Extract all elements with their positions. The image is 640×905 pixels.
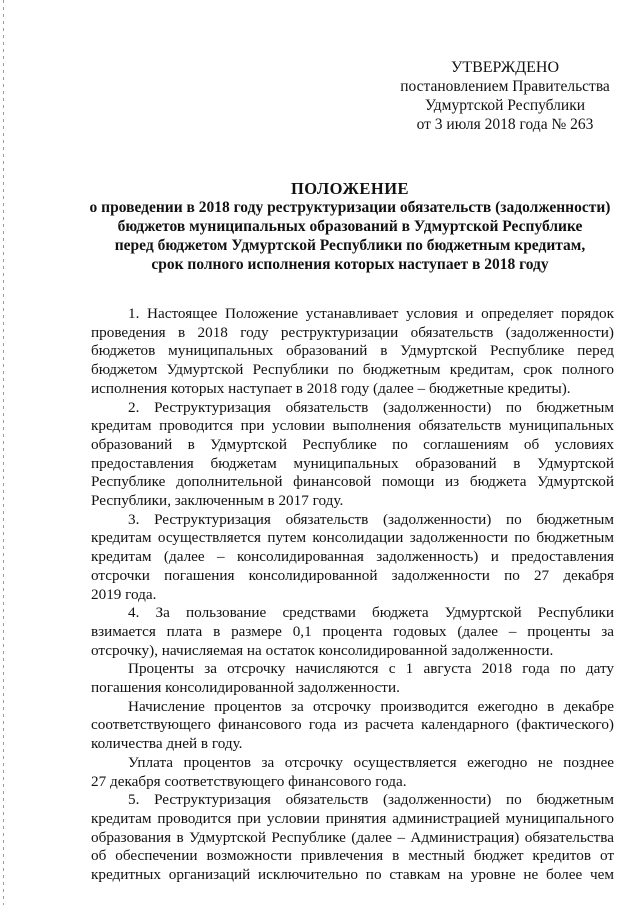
text-line: Проценты за отсрочку начисляются с 1 августа 2018 года по дату xyxy=(128,660,614,678)
approval-line: Удмуртской Республики xyxy=(424,97,586,114)
text-line: образований в Удмуртской Республике по соглашениям об условиях xyxy=(91,435,614,453)
approval-title: УТВЕРЖДЕНО xyxy=(450,59,559,76)
document-subtitle-line: перед бюджетом Удмуртской Республики по бюджетным кредитам, xyxy=(114,237,586,254)
text-line: 1. Настоящее Положение устанавливает условия и определяет порядок xyxy=(128,305,614,322)
text-line: кредитам осуществляется путем консолидации задолженности по бюджетным xyxy=(91,529,614,547)
text-line: об обеспечении возможности привлечения в местный бюджет кредитов от xyxy=(91,847,614,865)
approval-line: постановлением Правительства xyxy=(400,78,610,95)
paragraph-4-interest-payment xyxy=(91,754,614,791)
text-line: взимается плата в размере 0,1 процента годовых (далее – проценты за xyxy=(91,622,614,640)
text-line: образования в Удмуртской Республике (далее – Администрация) обязательства xyxy=(91,828,614,846)
paragraph-3 xyxy=(91,511,614,605)
text-line: Республике дополнительной финансовой помощи из бюджета Удмуртской xyxy=(91,473,614,491)
paragraph-4-interest-accrual xyxy=(91,660,614,697)
document-body xyxy=(91,305,614,885)
document-heading xyxy=(60,179,640,274)
paragraph-4 xyxy=(91,604,614,660)
approval-line: от 3 июля 2018 года № 263 xyxy=(416,116,594,133)
text-line: 4. За пользование средствами бюджета Удмуртской Республики xyxy=(128,604,614,622)
text-line: кредитам проводится при условии выполнения обязательств муниципальных xyxy=(91,417,614,435)
paragraph-4-interest-calculation xyxy=(91,698,614,754)
text-line: исполнения которых наступает в 2018 году (далее – бюджетные кредиты). xyxy=(91,379,571,397)
text-line: кредитных организаций исключительно по ставкам на уровне не более чем xyxy=(91,866,614,884)
document-subtitle-line: о проведении в 2018 году реструктуризации обязательств (задолженности) xyxy=(89,199,611,216)
approval-stamp xyxy=(385,58,625,134)
text-line: отсрочку), начисляемая на остаток консолидированной задолженности. xyxy=(91,641,554,659)
text-line: проведения в 2018 году реструктуризации обязательств (задолженности) xyxy=(91,323,614,341)
text-line: 27 декабря соответствующего финансового года. xyxy=(91,772,407,790)
text-line: Начисление процентов за отсрочку производится ежегодно в декабре xyxy=(128,697,614,715)
text-line: погашения консолидированной задолженности. xyxy=(91,679,400,697)
text-line: бюджетов муниципальных образований в Удмуртской Республике перед xyxy=(91,342,614,360)
text-line: количества дней в году. xyxy=(91,735,243,753)
document-subtitle-line: бюджетов муниципальных образований в Удмуртской Республике xyxy=(117,218,583,235)
paragraph-2 xyxy=(91,399,614,511)
text-line: кредитам проводится при условии принятия администрацией муниципального xyxy=(91,809,614,827)
text-line: 2. Реструктуризация обязательств (задолженности) по бюджетным xyxy=(128,398,614,416)
text-line: Республики, заключенным в 2017 году. xyxy=(91,492,344,510)
text-line: соответствующего финансового года из расчета календарного (фактического) xyxy=(91,716,614,734)
paragraph-5 xyxy=(91,791,614,885)
document-subtitle-line: срок полного исполнения которых наступает в 2018 году xyxy=(151,256,549,273)
paragraph-1 xyxy=(91,305,614,399)
text-line: отсрочки погашения консолидированной задолженности по 27 декабря xyxy=(91,566,614,584)
text-line: 2019 года. xyxy=(91,585,157,603)
text-line: предоставления бюджетам муниципальных образований в Удмуртской xyxy=(91,454,614,472)
text-line: 3. Реструктуризация обязательств (задолженности) по бюджетным xyxy=(128,510,614,528)
scan-edge-line xyxy=(3,0,4,905)
text-line: кредитам (далее – консолидированная задолженность) и предоставления xyxy=(91,548,614,566)
text-line: бюджетом Удмуртской Республики по бюджетным кредитам, срок полного xyxy=(91,361,614,379)
text-line: 5. Реструктуризация обязательств (задолженности) по бюджетным xyxy=(128,791,614,809)
text-line: Уплата процентов за отсрочку осуществляется ежегодно не позднее xyxy=(128,753,614,771)
document-title: ПОЛОЖЕНИЕ xyxy=(290,179,410,198)
